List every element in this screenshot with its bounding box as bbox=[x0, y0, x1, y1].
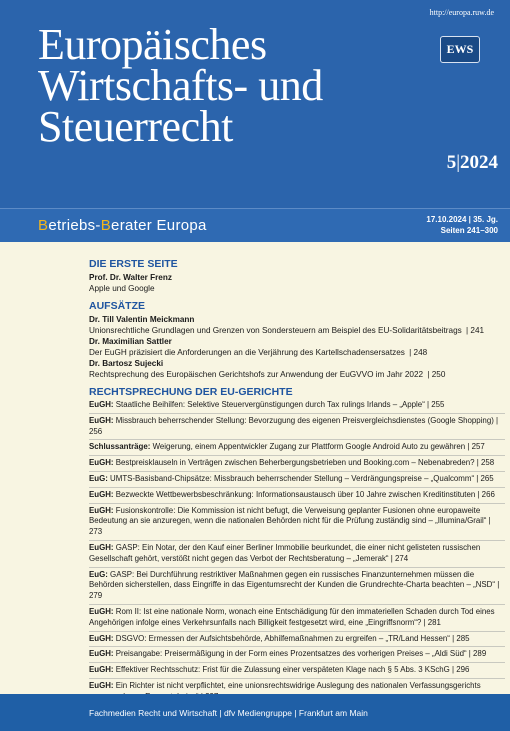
court-label: EuGH: bbox=[89, 505, 114, 515]
case-entry[interactable] bbox=[89, 570, 505, 605]
publisher-line: Fachmedien Recht und Wirtschaft | dfv Mediengruppe | Frankfurt am Main bbox=[89, 708, 368, 718]
aufsatz-author: Dr. Bartosz Sujecki bbox=[89, 359, 164, 368]
aufsatz-item[interactable] bbox=[89, 358, 505, 380]
title-line-3: Steuerrecht bbox=[38, 102, 233, 151]
title-line-1: Europäisches bbox=[38, 20, 267, 69]
court-label: EuG: bbox=[89, 473, 108, 483]
case-entry[interactable] bbox=[89, 634, 505, 648]
case-text: Bestpreisklauseln in Verträgen zwischen Beherbergungsbetrieben und Booking.com – Nebenabreden? | 258 bbox=[113, 458, 495, 468]
table-of-contents bbox=[0, 242, 510, 694]
court-label: EuGH: bbox=[89, 649, 114, 659]
aufsatz-page: | 241 bbox=[466, 326, 485, 335]
case-text: Effektiver Rechtsschutz: Frist für die Zulassung einer verspäteten Klage nach § 5 Abs. 3 KSchG | 296 bbox=[113, 665, 470, 675]
case-text: GASP: Bei Durchführung restriktiver Maßnahmen gegen ein russisches Finanzunternehmen müssen die Behörden sicherstellen, dass Eingriffe in das Eigentumsrecht der Kunden die Grundrechte-Charta beachten – „NSD“ | 279 bbox=[89, 569, 500, 601]
court-label: EuGH: bbox=[89, 489, 114, 499]
case-entry[interactable] bbox=[89, 458, 505, 472]
case-text: GASP: Ein Notar, der den Kauf einer Berliner Immobilie beurkundet, die einer nicht gelisteten russischen Gesellschaft gehört, verstößt nicht gegen das Verbot der Rechtsberatung – „Jemerak“ | 274 bbox=[89, 542, 481, 563]
case-entry[interactable] bbox=[89, 400, 505, 414]
case-entry[interactable] bbox=[89, 665, 505, 679]
case-text: Bezweckte Wettbewerbsbeschränkung: Informationsaustausch über 10 Jahre zwischen Kreditinstituten | 266 bbox=[113, 489, 495, 499]
court-label: EuGH: bbox=[89, 542, 114, 552]
aufsatz-title: Rechtsprechung des Europäischen Gerichtshofs zur Anwendung der EuGVVO im Jahr 2022 bbox=[89, 370, 424, 379]
case-entry[interactable] bbox=[89, 543, 505, 568]
case-entry[interactable] bbox=[89, 506, 505, 541]
court-label: EuGH: bbox=[89, 680, 114, 690]
case-entry[interactable] bbox=[89, 649, 505, 663]
case-text: Preisangabe: Preisermäßigung in der Form eines Prozentsatzes des vorherigen Preises – „Aldi Süd“ | 289 bbox=[113, 649, 487, 659]
case-entry[interactable] bbox=[89, 474, 505, 488]
journal-title bbox=[38, 20, 323, 151]
court-label: EuGH: bbox=[89, 633, 114, 643]
case-text: Rom II: Ist eine nationale Norm, wonach eine Entschädigung für den immateriellen Schaden durch Tod eines Angehörigen infolge eines Verkehrsunfalls nach Billigkeit festgesetzt wird, eine „Eingriffsnorm“? | 281 bbox=[89, 606, 495, 627]
court-label: EuG: bbox=[89, 569, 108, 579]
case-text: Missbrauch beherrschender Stellung: Bevorzugung des eigenen Preisvergleichsdienstes (Google Shopping) | 256 bbox=[89, 415, 499, 436]
case-text: Ein Richter ist nicht verpflichtet, eine unionsrechtswidrige Auslegung des nationalen Verfassungsgerichts bbox=[115, 680, 481, 690]
issue-date: 17.10.2024 | 35. Jg. bbox=[426, 215, 498, 224]
issue-date-info bbox=[426, 214, 498, 236]
case-text: DSGVO: Ermessen der Aufsichtsbehörde, Abhilfemaßnahmen zu ergreifen – „TR/Land Hessen“ | 285 bbox=[113, 633, 470, 643]
website-url[interactable]: http://europa.ruw.de bbox=[429, 8, 494, 17]
erste-seite-author: Prof. Dr. Walter Frenz bbox=[89, 273, 172, 282]
issue-pages: Seiten 241–300 bbox=[440, 226, 498, 235]
ews-logo: EWS bbox=[440, 36, 480, 63]
issue-number: 5 bbox=[446, 152, 457, 173]
court-label: EuGH: bbox=[89, 458, 114, 468]
court-label: EuGH: bbox=[89, 415, 114, 425]
case-text: Weigerung, einem Appentwickler Zugang zur Plattform Google Android Auto zu gewähren | 257 bbox=[150, 442, 485, 452]
court-label: EuGH: bbox=[89, 400, 114, 409]
section-heading-aufsaetze: AUFSÄTZE bbox=[89, 300, 145, 312]
aufsatz-item[interactable] bbox=[89, 336, 505, 358]
case-entry[interactable] bbox=[89, 490, 505, 504]
title-line-2: Wirtschafts- und bbox=[38, 61, 323, 110]
case-entry[interactable] bbox=[89, 607, 505, 632]
section-heading-erste-seite: DIE ERSTE SEITE bbox=[89, 258, 178, 270]
case-entry[interactable] bbox=[89, 416, 505, 441]
aufsatz-page: | 250 bbox=[427, 370, 446, 379]
court-label: EuGH: bbox=[89, 606, 114, 616]
cover-footer bbox=[0, 694, 510, 731]
rechtsprechung-list bbox=[89, 400, 505, 705]
section-heading-rechtsprechung: RECHTSPRECHUNG DER EU-GERICHTE bbox=[89, 386, 293, 398]
aufsatz-item[interactable] bbox=[89, 314, 505, 336]
aufsatz-author: Dr. Till Valentin Meickmann bbox=[89, 315, 195, 324]
betriebs-berater-europa: Betriebs-Berater Europa bbox=[38, 217, 207, 234]
cover-header bbox=[0, 0, 510, 208]
issue-label: 5|2024 bbox=[446, 152, 498, 173]
court-label: Schlussanträge: bbox=[89, 442, 151, 452]
aufsatz-title: Der EuGH präzisiert die Anforderungen an die Verjährung des Kartellschadensersatzes bbox=[89, 348, 405, 357]
case-text: Fusionskontrolle: Die Kommission ist nicht befugt, die Verweisung geplanter Fusionen ohne europaweite Bedeutung an sie anzuregen, wenn die nationalen Behörden nicht für die Prüfung zuständig sind – „Illumina/Grail“ | 273 bbox=[89, 505, 491, 537]
erste-seite-title[interactable]: Apple und Google bbox=[89, 284, 155, 293]
case-entry[interactable] bbox=[89, 442, 505, 456]
issue-year: 2024 bbox=[460, 152, 498, 173]
aufsatz-author: Dr. Maximilian Sattler bbox=[89, 337, 172, 346]
case-text: UMTS-Basisband-Chipsätze: Missbrauch beherrschender Stellung – Verdrängungspreise – „Qualcomm“ | 265 bbox=[107, 473, 494, 483]
aufsatz-page: | 248 bbox=[409, 348, 428, 357]
court-label: EuGH: bbox=[89, 665, 114, 675]
aufsatz-title: Unionsrechtliche Grundlagen und Grenzen von Sondersteuern am Beispiel des EU-Solidaritätsbeitrags bbox=[89, 326, 462, 335]
case-text: Staatliche Beihilfen: Selektive Steuervergünstigungen durch Tax rulings Irlands – „Apple“ | 255 bbox=[113, 400, 445, 409]
subtitle-band bbox=[0, 208, 510, 243]
